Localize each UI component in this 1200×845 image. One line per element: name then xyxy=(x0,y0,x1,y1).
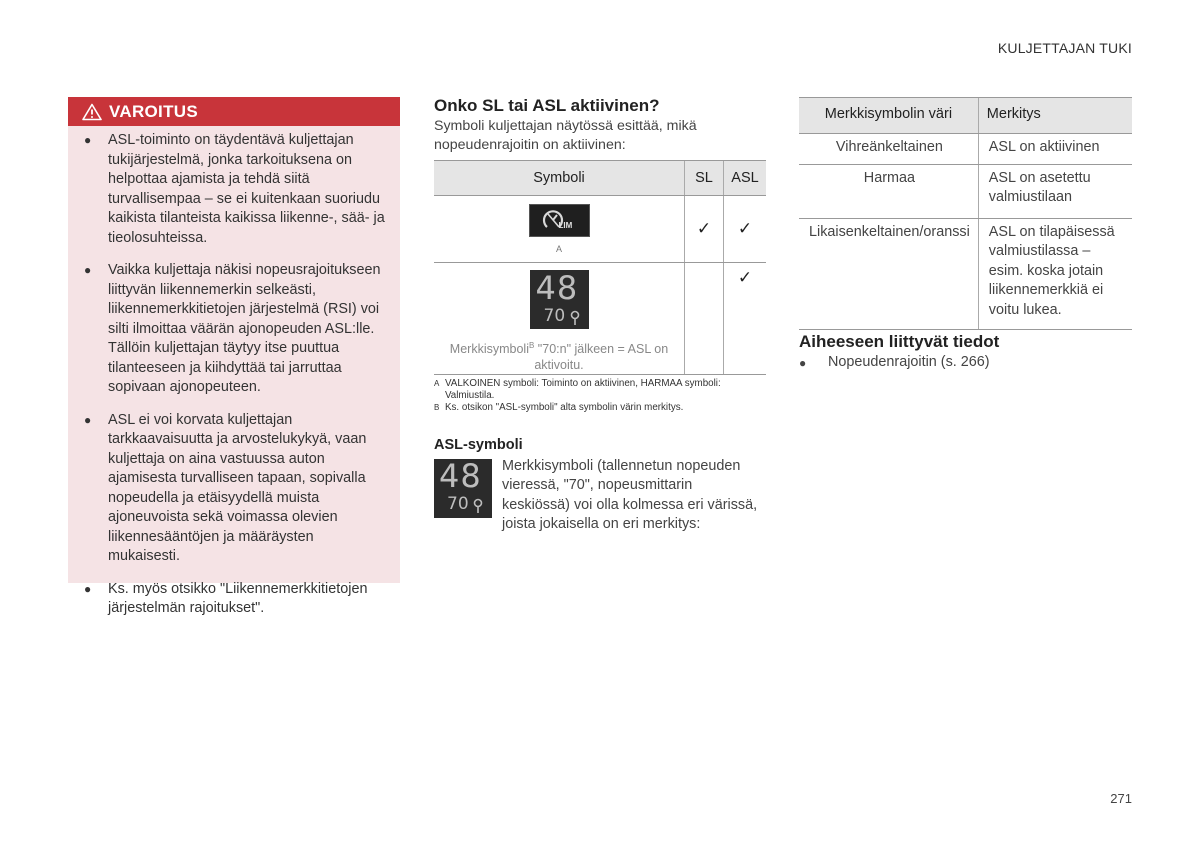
section-title: Onko SL tai ASL aktiivinen? xyxy=(434,96,660,115)
footnote-marker: A xyxy=(555,244,562,254)
speed-set: 70 xyxy=(447,494,469,514)
footnotes xyxy=(434,378,766,414)
warning-box xyxy=(68,97,400,616)
section-intro: Symboli kuljettajan näytössä esittää, mikä nopeudenrajoitin on aktiivinen: xyxy=(434,118,697,153)
speed-current: 48 xyxy=(535,269,579,307)
symbol-cell xyxy=(434,263,685,375)
color-cell: Vihreänkeltainen xyxy=(799,134,978,165)
caption-text: "70:n" jälkeen = ASL on aktivoitu. xyxy=(534,342,669,373)
checkmark-icon: ✓ xyxy=(737,268,753,287)
list-item xyxy=(82,261,386,398)
footnote xyxy=(434,378,766,402)
speed-current: 48 xyxy=(439,457,482,495)
meaning-cell: ASL on asetettu valmiustilaan xyxy=(978,164,1132,218)
symbol-table xyxy=(434,160,766,375)
warning-item-text: Vaikka kuljettaja näkisi nopeusrajoitukseen liittyvän liikennemerkin selkeästi, liikennemerkkitietojen järjestelmä (RSI) voi silti ilmoittaa väärän ajonopeuden ASL:lle. Tällöin kuljettajan täytyy itse puuttua tilanteeseen ja kiihdyttää tai jarruttaa sopivaan ajonopeuteen. xyxy=(108,262,381,395)
speed-limiter-lim-icon xyxy=(529,204,590,237)
bullet-icon: ● xyxy=(84,133,92,147)
table-header-color: Merkkisymbolin väri xyxy=(799,98,978,134)
list-item xyxy=(82,131,386,248)
color-meaning-table xyxy=(799,97,1132,330)
footnote-text: VALKOINEN symboli: Toiminto on aktiivinen, HARMAA symboli: Valmiustila. xyxy=(445,378,721,401)
bullet-icon: ● xyxy=(84,263,92,277)
warning-list xyxy=(68,126,400,619)
table-header-asl: ASL xyxy=(724,161,767,196)
symbol-cell xyxy=(434,196,685,263)
footnote xyxy=(434,402,766,414)
table-header-meaning: Merkitys xyxy=(978,98,1132,134)
list-item xyxy=(82,580,386,619)
speed-set: 70 xyxy=(543,306,566,326)
bullet-icon: ● xyxy=(84,412,92,427)
pin-icon xyxy=(570,310,580,326)
page-number: 271 xyxy=(1110,791,1132,806)
color-cell: Likaisenkeltainen/oranssi xyxy=(799,218,978,330)
meaning-cell: ASL on tilapäisessä valmiustilassa – esim. koska jotain liikennemerkkiä ei voitu lukea. xyxy=(978,218,1132,330)
related-title: Aiheeseen liittyvät tiedot xyxy=(799,332,1000,351)
table-row xyxy=(434,196,766,263)
warning-item-text: ASL ei voi korvata kuljettajan tarkkaavaisuutta ja arvostelukykyä, vaan kuljettaja on aina vastuussa auton ajamisesta turvalliseen tapaan, sopivalla nopeudella ja etäisyydellä muista ajoneuvoista sekä voimassa olevien liikennesääntöjen ja määräysten mukaisesti. xyxy=(108,411,367,564)
checkmark-icon: ✓ xyxy=(737,219,753,238)
warning-title: VAROITUS xyxy=(109,101,198,121)
footnote-marker: A xyxy=(434,379,440,388)
table-header-symbol: Symboli xyxy=(434,161,685,196)
pin-icon xyxy=(473,498,483,514)
table-row xyxy=(799,134,1132,165)
lim-label: LIM xyxy=(558,221,573,230)
caption-text: Merkkisymboli xyxy=(449,342,529,357)
footnote-marker: B xyxy=(528,341,535,350)
sl-cell xyxy=(685,196,724,263)
table-row xyxy=(799,164,1132,218)
list-item xyxy=(82,411,386,567)
speed-sign-icon xyxy=(530,270,589,329)
footnote-text: Ks. otsikon "ASL-symboli" alta symbolin värin merkitys. xyxy=(445,402,684,413)
table-row xyxy=(434,263,766,375)
warning-item-text: Ks. myös otsikko "Liikennemerkkitietojen järjestelmän rajoitukset". xyxy=(108,580,368,616)
color-cell: Harmaa xyxy=(799,164,978,218)
warning-item-text: ASL-toiminto on täydentävä kuljettajan tukijärjestelmä, jonka tarkoituksena on helpottaa ajamista ja tehdä siitä turvallisempaa – se ei kuitenkaan suoriudu kaikista tilanteista kaikissa liikenne-, sää- ja tieolosuhteissa. xyxy=(108,132,385,246)
section-header: KULJETTAJAN TUKI xyxy=(997,40,1132,56)
bullet-icon: ● xyxy=(799,356,807,370)
symbol-caption xyxy=(435,338,683,373)
asl-symbol-title: ASL-symboli xyxy=(434,437,523,453)
asl-cell xyxy=(724,196,767,263)
related-link[interactable] xyxy=(799,354,990,373)
related-link-text[interactable]: Nopeudenrajoitin (s. 266) xyxy=(828,354,990,370)
asl-symbol-description: Merkkisymboli (tallennetun nopeuden vieressä, "70", nopeusmittarin keskiössä) voi olla kolmessa eri värissä, joista jokaisella on eri merkitys: xyxy=(502,458,758,532)
asl-cell xyxy=(724,263,767,375)
speed-sign-icon xyxy=(434,459,492,518)
bullet-icon: ● xyxy=(84,581,92,596)
warning-triangle-icon xyxy=(82,103,102,121)
footnote-marker: B xyxy=(434,403,440,412)
sl-asl-section xyxy=(434,95,766,155)
warning-header xyxy=(68,97,400,126)
meaning-cell: ASL on aktiivinen xyxy=(978,134,1132,165)
sl-cell xyxy=(685,263,724,375)
table-row xyxy=(799,218,1132,330)
table-header-sl: SL xyxy=(685,161,724,196)
checkmark-icon: ✓ xyxy=(696,219,712,238)
